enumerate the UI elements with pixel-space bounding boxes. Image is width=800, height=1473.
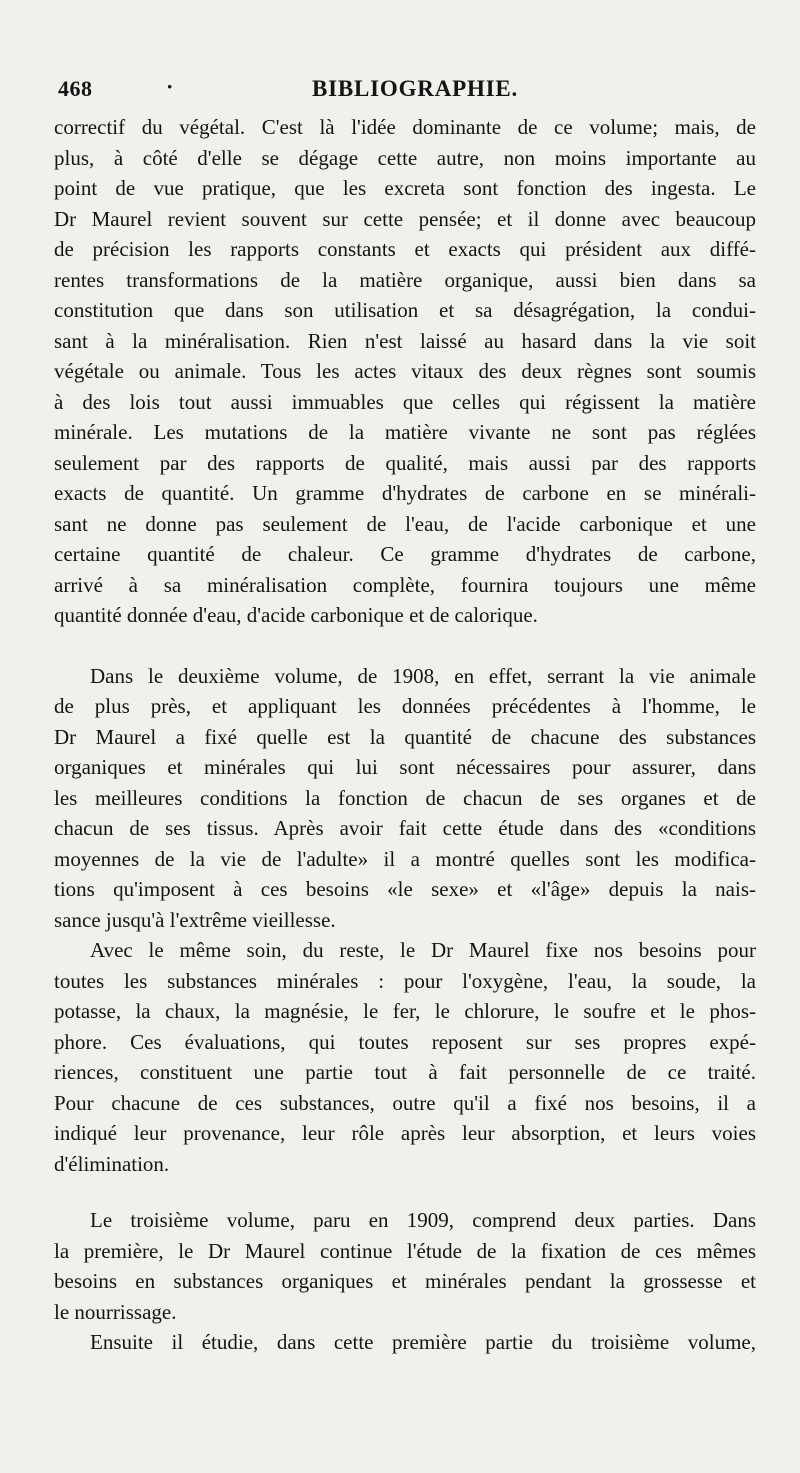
text-line: potasse, la chaux, la magnésie, le fer, le chlorure, le soufre et le phos-: [54, 999, 756, 1023]
text-line: Dr Maurel a fixé quelle est la quantité de chacune des substances: [54, 724, 756, 749]
text-line: le nourrissage.: [54, 1299, 177, 1324]
text-line: Pour chacune de ces substances, outre qu'il a fixé nos besoins, il a: [54, 1090, 756, 1115]
text-line: de précision les rapports constants et exacts qui président aux diffé-: [54, 237, 756, 261]
page-header: [0, 74, 800, 108]
text-line: exacts de quantité. Un gramme d'hydrates de carbone en se minérali-: [54, 481, 756, 505]
text-line: certaine quantité de chaleur. Ce gramme d'hydrates de carbone,: [54, 542, 756, 566]
text-line: chacun de ses tissus. Après avoir fait cette étude dans des «conditions: [54, 816, 756, 840]
text-line: correctif du végétal. C'est là l'idée dominante de ce volume; mais, de: [54, 115, 756, 139]
text-line: minérale. Les mutations de la matière vivante ne sont pas réglées: [54, 420, 756, 444]
text-line: tions qu'imposent à ces besoins «le sexe» et «l'âge» depuis la nais-: [54, 877, 756, 901]
paragraph-gap: [54, 1179, 756, 1205]
paragraph-gap: [54, 631, 756, 661]
text-line: toutes les substances minérales : pour l'oxygène, l'eau, la soude, la: [54, 968, 756, 993]
text-line: d'élimination.: [54, 1151, 170, 1176]
text-line: Avec le même soin, du reste, le Dr Maurel fixe nos besoins pour: [90, 938, 756, 962]
text-line: sant à la minéralisation. Rien n'est laissé au hasard dans la vie soit: [54, 328, 756, 353]
text-line: sance jusqu'à l'extrême vieillesse.: [54, 907, 336, 932]
text-line: sant ne donne pas seulement de l'eau, de l'acide carbonique et une: [54, 511, 756, 536]
text-line: Dans le deuxième volume, de 1908, en effet, serrant la vie animale: [90, 663, 756, 688]
page-number: 468: [58, 76, 93, 101]
text-line: constitution que dans son utilisation et sa désagrégation, la condui-: [54, 298, 756, 322]
text-line: organiques et minérales qui lui sont nécessaires pour assurer, dans: [54, 755, 756, 779]
text-line: rentes transformations de la matière organique, aussi bien dans sa: [54, 267, 756, 292]
text-line: Le troisième volume, paru en 1909, comprend deux parties. Dans: [90, 1208, 756, 1232]
text-line: plus, à côté d'elle se dégage cette autre, non moins importante au: [54, 145, 756, 170]
text-line: riences, constituent une partie tout à fait personnelle de ce traité.: [54, 1060, 756, 1084]
running-title: BIBLIOGRAPHIE.: [312, 76, 519, 101]
text-line: de plus près, et appliquant les données précédentes à l'homme, le: [54, 694, 756, 718]
header-dot: ·: [166, 74, 174, 99]
text-line: Dr Maurel revient souvent sur cette pensée; et il donne avec beaucoup: [54, 206, 756, 231]
text-line: les meilleures conditions la fonction de chacun de ses organes et de: [54, 785, 756, 810]
text-line: Ensuite il étudie, dans cette première partie du troisième volume,: [90, 1330, 756, 1354]
text-line: seulement par des rapports de qualité, mais aussi par des rapports: [54, 450, 756, 475]
text-line: phore. Ces évaluations, qui toutes reposent sur ses propres expé-: [54, 1029, 756, 1054]
body-text: [54, 112, 756, 1358]
text-line: besoins en substances organiques et minérales pendant la grossesse et: [54, 1269, 756, 1293]
text-line: indiqué leur provenance, leur rôle après leur absorption, et leurs voies: [54, 1121, 756, 1145]
text-line: moyennes de la vie de l'adulte» il a montré quelles sont les modifica-: [54, 846, 756, 871]
text-line: la première, le Dr Maurel continue l'étude de la fixation de ces mêmes: [54, 1238, 756, 1263]
text-line: à des lois tout aussi immuables que celles qui régissent la matière: [54, 389, 756, 414]
text-line: arrivé à sa minéralisation complète, fournira toujours une même: [54, 572, 756, 597]
text-line: quantité donnée d'eau, d'acide carbonique et de calorique.: [54, 603, 538, 627]
text-line: point de vue pratique, que les excreta sont fonction des ingesta. Le: [54, 176, 756, 200]
text-line: végétale ou animale. Tous les actes vitaux des deux règnes sont soumis: [54, 359, 756, 383]
